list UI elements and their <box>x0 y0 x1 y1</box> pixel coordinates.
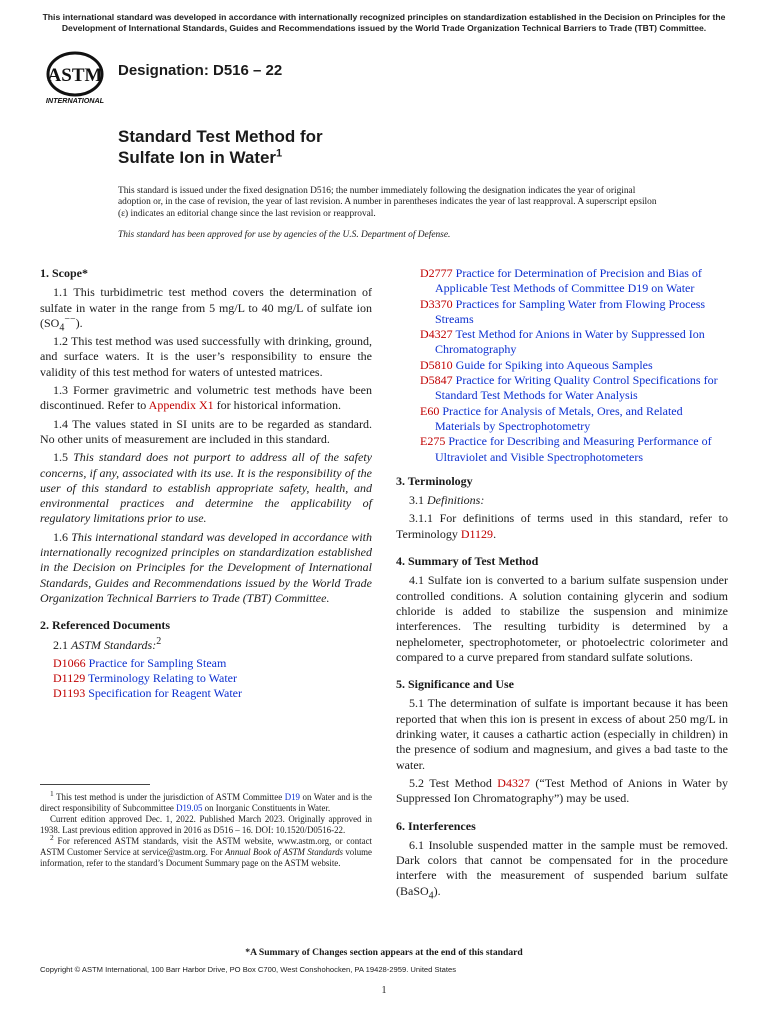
issuance-note: This standard is issued under the fixed designation D516; the number immediately following the designation indicates the year of original adoption or, in the case of revision, the year of last revision. A number in parentheses indicates the year of last reapproval. A superscript epsilon (ε) indicates an editorial change since the last revision or reapproval. <box>118 186 657 219</box>
footnote-1-edition: Current edition approved Dec. 1, 2022. Published March 2023. Originally approved in 1938. Last previous edition approved in 2016 as D516 – 16. DOI: 10.1520/D0516-22. <box>40 814 372 835</box>
ref-list-left <box>40 656 372 702</box>
title-footnote-mark: 1 <box>276 147 283 160</box>
copyright: Copyright © ASTM International, 100 Barr Harbor Drive, PO Box C700, West Conshohocken, PA 19428-2959. United States <box>40 965 457 974</box>
footnote-2: $^2$ For referenced ASTM standards, visit the ASTM website, www.astm.org, or contact ASTM Customer Service at service@astm.org. For Annual Book of ASTM Standards volume information, refer to the standard’s Document Summary page on the ASTM website. <box>40 833 372 868</box>
page-number: 1 <box>381 985 387 996</box>
footnote-1: $^1$ This test method is under the jurisdiction of ASTM Committee D19 on Water and is the direct responsibility of Subcommittee D19.05 on Inorganic Constituents in Water. <box>40 789 372 813</box>
footnotes <box>40 789 372 869</box>
section-heading-summary: 4. Summary of Test Method <box>396 554 539 569</box>
ref-list-right <box>396 266 728 465</box>
section-heading-terminology: 3. Terminology <box>396 473 473 488</box>
logo-subtext: INTERNATIONAL <box>45 96 105 105</box>
section-heading-interferences: 6. Interferences <box>396 818 476 833</box>
d1129-link[interactable]: D1129 <box>460 526 494 541</box>
para-6-1: 6.1 Insoluble suspended matter in the sample must be removed. Dark colors that cannot be compensated for in the procedure interfere with the measurement of suspended barium sulfate (BaSO$_4$). <box>396 837 728 902</box>
ref-item[interactable]: D5810 Guide for Spiking into Aqueous Samples <box>420 357 653 372</box>
para-4-1: 4.1 Sulfate ion is converted to a barium sulfate suspension under controlled conditions. A solution containing glycerin and sodium chloride is added to stabilize the suspension and minimize interferences. The resulting turbidity is determined by a nephelometer, spectrophotometer, or photoelectric colorimeter and compared to a curve prepared from standard sulfate solutions. <box>396 573 728 664</box>
para-1-2: 1.2 This test method was used successfully with drinking, ground, and surface waters. It is the user’s responsibility to ensure the validity of this test method for waters of untested matrices. <box>40 334 372 379</box>
ref-item[interactable]: D1193 Specification for Reagent Water <box>53 686 242 701</box>
astm-logo <box>40 50 110 106</box>
designation: Designation: D516 – 22 <box>118 62 283 79</box>
d19-link[interactable]: D19 <box>284 792 300 802</box>
appendix-x1-link[interactable]: Appendix X1 <box>148 398 214 413</box>
ref-item[interactable]: D1129 Terminology Relating to Water <box>53 671 237 686</box>
ref-item[interactable]: D5847 Practice for Writing Quality Control Specifications for Standard Test Methods for Water Analysis <box>420 373 718 403</box>
d4327-link[interactable]: D4327 <box>497 775 530 790</box>
defense-note: This standard has been approved for use by agencies of the U.S. Department of Defense. <box>118 230 451 240</box>
para-3-1-1: 3.1.1 For definitions of terms used in this standard, refer to Terminology D1129. <box>396 511 728 541</box>
para-5-1: 5.1 The determination of sulfate is important because it has been reported that when this ion is present in excess of about 250 mg/L in drinking water, it causes a cathartic action (especially in children) in the presence of sodium and magnesium, and gives a bad taste to the water. <box>396 696 728 772</box>
d19-05-link[interactable]: D19.05 <box>176 802 203 813</box>
ref-item[interactable]: E275 Practice for Describing and Measuring Performance of Ultraviolet and Visible Spectrophotometers <box>420 434 712 464</box>
para-1-6: 1.6 This international standard was developed in accordance with internationally recognized principles on standardization established in the Decision on Principles for the Development of International Standards, Guides and Recommendations issued by the World Trade Organization Technical Barriers to Trade (TBT) Committee. <box>40 529 373 605</box>
para-1-5: 1.5 This standard does not purport to address all of the safety concerns, if any, associated with its use. It is the responsibility of the user of this standard to establish appropriate safety, health, and environmental practices and determine the applicability of regulatory limitations prior to use. <box>40 450 372 526</box>
logo-letters: ASTM <box>47 65 103 86</box>
ref-item[interactable]: D4327 Test Method for Anions in Water by Suppressed Ion Chromatography <box>420 327 705 357</box>
para-1-3: 1.3 Former gravimetric and volumetric test methods have been discontinued. Refer to Appendix X1 for historical information. <box>40 383 372 413</box>
section-heading-significance: 5. Significance and Use <box>396 677 515 692</box>
summary-of-changes-note: *A Summary of Changes section appears at the end of this standard <box>245 947 523 958</box>
header-notice: This international standard was developed in accordance with internationally recognized principles on standardization established in the Decision on Principles for the Development of International Standards, Guides and Recommendations issued by the World Trade Organization Technical Barriers to Trade (TBT) Committee. <box>42 12 726 33</box>
para-1-4: 1.4 The values stated in SI units are to be regarded as standard. No other units of measurement are included in this standard. <box>40 416 372 446</box>
ref-item[interactable]: D1066 Practice for Sampling Steam <box>53 655 227 670</box>
section-heading-scope: 1. Scope* <box>40 266 88 280</box>
left-column <box>40 266 372 702</box>
para-2-1: 2.1 ASTM Standards:$^2$ <box>53 635 162 652</box>
para-5-2: 5.2 Test Method D4327 (“Test Method of Anions in Water by Suppressed Ion Chromatography”) may be used. <box>396 775 729 806</box>
section-heading-referenced-documents: 2. Referenced Documents <box>40 618 171 633</box>
ref-item[interactable]: E60 Practice for Analysis of Metals, Ores, and Related Materials by Spectrophotometry <box>420 403 683 433</box>
title-line-2: Sulfate Ion in Water$^1$ <box>118 147 283 167</box>
document-title <box>118 126 323 168</box>
para-3-1: 3.1 Definitions: <box>409 493 485 508</box>
para-1-1: 1.1 This turbidimetric test method covers the determination of sulfate in water in the range from 5 mg/L to 40 mg/L of sulfate ion $(SO_4^{--})$. <box>40 285 372 334</box>
ref-item[interactable]: D3370 Practices for Sampling Water from Flowing Process Streams <box>420 296 706 326</box>
ref-item[interactable]: D2777 Practice for Determination of Precision and Bias of Applicable Test Methods of Committee D19 on Water <box>420 266 702 296</box>
footnote-rule <box>40 784 150 785</box>
title-line-1: Standard Test Method for <box>118 127 323 146</box>
right-column <box>396 266 728 902</box>
